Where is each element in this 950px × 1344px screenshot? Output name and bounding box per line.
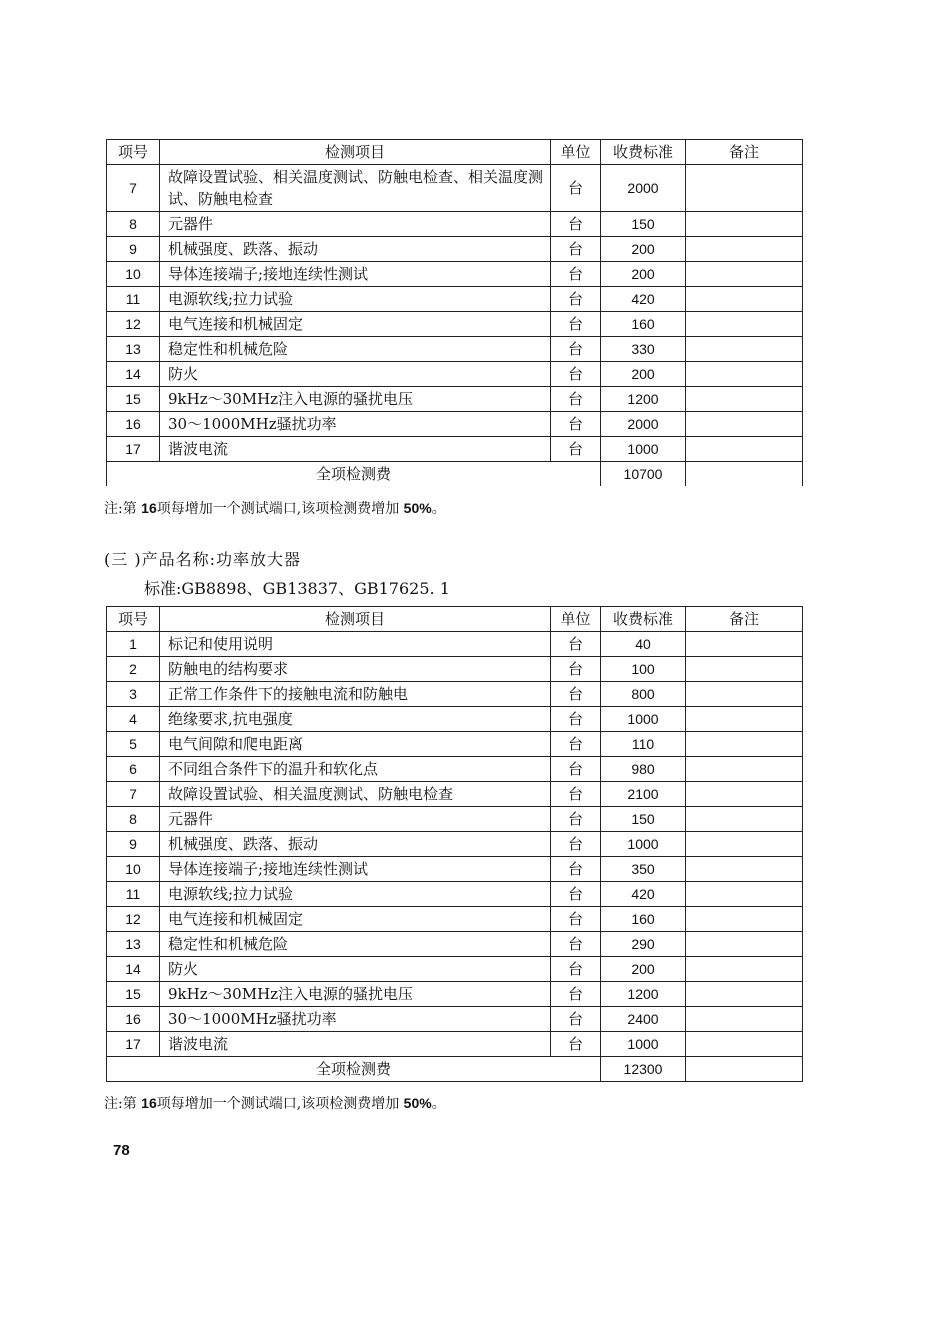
table-row xyxy=(107,287,803,312)
total-note xyxy=(686,462,803,487)
row-item: 不同组合条件下的温升和软化点 xyxy=(160,757,551,782)
header-no: 项号 xyxy=(107,607,160,632)
row-no: 15 xyxy=(107,387,160,412)
header-unit: 单位 xyxy=(551,140,601,165)
row-note xyxy=(686,932,803,957)
row-note xyxy=(686,657,803,682)
footnote-prefix: 注:第 xyxy=(104,501,142,517)
footnote-percent: 50% xyxy=(403,500,432,516)
row-no: 17 xyxy=(107,437,160,462)
row-item: 标记和使用说明 xyxy=(160,632,551,657)
row-no: 12 xyxy=(107,907,160,932)
footnote-number: 16 xyxy=(141,1095,157,1111)
row-unit: 台 xyxy=(551,882,601,907)
row-note xyxy=(686,1007,803,1032)
row-item: 9kHz～30MHz注入电源的骚扰电压 xyxy=(160,387,551,412)
table-row xyxy=(107,982,803,1007)
row-fee: 200 xyxy=(601,957,686,982)
row-item: 9kHz～30MHz注入电源的骚扰电压 xyxy=(160,982,551,1007)
row-no: 6 xyxy=(107,757,160,782)
row-fee: 2000 xyxy=(601,165,686,212)
row-note xyxy=(686,757,803,782)
table-row xyxy=(107,757,803,782)
table-row xyxy=(107,262,803,287)
row-no: 13 xyxy=(107,932,160,957)
row-fee: 150 xyxy=(601,807,686,832)
row-note xyxy=(686,732,803,757)
section-heading: (三 )产品名称:功率放大器 xyxy=(104,550,301,569)
row-fee: 330 xyxy=(601,337,686,362)
header-item: 检测项目 xyxy=(160,607,551,632)
table-header-row xyxy=(107,140,803,165)
header-note: 备注 xyxy=(686,607,803,632)
row-unit: 台 xyxy=(551,657,601,682)
row-fee: 1000 xyxy=(601,707,686,732)
row-note xyxy=(686,437,803,462)
row-no: 3 xyxy=(107,682,160,707)
row-fee: 800 xyxy=(601,682,686,707)
footnote-suffix: 。 xyxy=(431,501,446,517)
row-fee: 150 xyxy=(601,212,686,237)
table-row xyxy=(107,832,803,857)
row-note xyxy=(686,957,803,982)
row-item: 稳定性和机械危险 xyxy=(160,932,551,957)
row-no: 14 xyxy=(107,362,160,387)
row-fee: 350 xyxy=(601,857,686,882)
row-note xyxy=(686,982,803,1007)
total-label: 全项检测费 xyxy=(107,462,601,487)
header-fee: 收费标准 xyxy=(601,140,686,165)
footnote-text: 项每增加一个测试端口,该项检测费增加 xyxy=(156,501,404,517)
row-no: 8 xyxy=(107,212,160,237)
row-note xyxy=(686,262,803,287)
row-item: 电气连接和机械固定 xyxy=(160,907,551,932)
total-row xyxy=(107,462,803,487)
row-item: 元器件 xyxy=(160,212,551,237)
row-no: 15 xyxy=(107,982,160,1007)
row-fee: 1000 xyxy=(601,437,686,462)
row-fee: 160 xyxy=(601,312,686,337)
row-no: 2 xyxy=(107,657,160,682)
row-item: 故障设置试验、相关温度测试、防触电检查 xyxy=(160,782,551,807)
row-item: 防火 xyxy=(160,957,551,982)
row-item: 防火 xyxy=(160,362,551,387)
row-unit: 台 xyxy=(551,165,601,212)
row-fee: 200 xyxy=(601,237,686,262)
row-unit: 台 xyxy=(551,782,601,807)
row-item: 谐波电流 xyxy=(160,1032,551,1057)
row-fee: 160 xyxy=(601,907,686,932)
row-item: 正常工作条件下的接触电流和防触电 xyxy=(160,682,551,707)
table-row xyxy=(107,682,803,707)
fee-table-2 xyxy=(106,606,803,1082)
row-fee: 200 xyxy=(601,362,686,387)
table-row xyxy=(107,732,803,757)
row-unit: 台 xyxy=(551,362,601,387)
row-no: 17 xyxy=(107,1032,160,1057)
footnote-percent: 50% xyxy=(403,1095,432,1111)
row-no: 16 xyxy=(107,1007,160,1032)
row-no: 7 xyxy=(107,165,160,212)
table-row xyxy=(107,387,803,412)
row-no: 8 xyxy=(107,807,160,832)
row-item: 稳定性和机械危险 xyxy=(160,337,551,362)
row-item: 30～1000MHz骚扰功率 xyxy=(160,412,551,437)
row-unit: 台 xyxy=(551,212,601,237)
row-unit: 台 xyxy=(551,412,601,437)
row-fee: 2100 xyxy=(601,782,686,807)
row-fee: 1200 xyxy=(601,387,686,412)
row-unit: 台 xyxy=(551,807,601,832)
row-note xyxy=(686,387,803,412)
table-row xyxy=(107,807,803,832)
total-note xyxy=(686,1057,803,1082)
row-unit: 台 xyxy=(551,632,601,657)
row-unit: 台 xyxy=(551,682,601,707)
row-unit: 台 xyxy=(551,437,601,462)
row-note xyxy=(686,287,803,312)
table-row xyxy=(107,312,803,337)
row-note xyxy=(686,707,803,732)
header-no: 项号 xyxy=(107,140,160,165)
total-label: 全项检测费 xyxy=(107,1057,601,1082)
row-item: 电源软线;拉力试验 xyxy=(160,882,551,907)
footnote xyxy=(104,1093,446,1113)
fee-table-1 xyxy=(106,139,803,486)
row-unit: 台 xyxy=(551,312,601,337)
row-note xyxy=(686,212,803,237)
row-unit: 台 xyxy=(551,982,601,1007)
row-unit: 台 xyxy=(551,337,601,362)
row-unit: 台 xyxy=(551,907,601,932)
row-item: 电气连接和机械固定 xyxy=(160,312,551,337)
row-no: 11 xyxy=(107,287,160,312)
row-fee: 40 xyxy=(601,632,686,657)
row-fee: 1000 xyxy=(601,832,686,857)
row-no: 5 xyxy=(107,732,160,757)
row-no: 4 xyxy=(107,707,160,732)
row-unit: 台 xyxy=(551,957,601,982)
row-note xyxy=(686,682,803,707)
row-note xyxy=(686,312,803,337)
table-row xyxy=(107,165,803,212)
row-item: 电气间隙和爬电距离 xyxy=(160,732,551,757)
row-item: 防触电的结构要求 xyxy=(160,657,551,682)
footnote-text: 项每增加一个测试端口,该项检测费增加 xyxy=(156,1096,404,1112)
table-row xyxy=(107,632,803,657)
row-note xyxy=(686,412,803,437)
table-row xyxy=(107,707,803,732)
row-no: 14 xyxy=(107,957,160,982)
page-number: 78 xyxy=(113,1142,130,1159)
row-fee: 110 xyxy=(601,732,686,757)
total-fee: 10700 xyxy=(601,462,686,487)
row-unit: 台 xyxy=(551,237,601,262)
row-item: 谐波电流 xyxy=(160,437,551,462)
row-fee: 1200 xyxy=(601,982,686,1007)
row-fee: 420 xyxy=(601,882,686,907)
row-note xyxy=(686,882,803,907)
footnote-number: 16 xyxy=(141,500,157,516)
row-note xyxy=(686,165,803,212)
total-row xyxy=(107,1057,803,1082)
table-header-row xyxy=(107,607,803,632)
footnote-suffix: 。 xyxy=(431,1096,446,1112)
row-no: 16 xyxy=(107,412,160,437)
row-no: 7 xyxy=(107,782,160,807)
row-fee: 420 xyxy=(601,287,686,312)
row-unit: 台 xyxy=(551,262,601,287)
table-row xyxy=(107,957,803,982)
row-fee: 980 xyxy=(601,757,686,782)
row-note xyxy=(686,632,803,657)
row-no: 10 xyxy=(107,857,160,882)
table-row xyxy=(107,1007,803,1032)
row-fee: 200 xyxy=(601,262,686,287)
row-no: 9 xyxy=(107,832,160,857)
row-fee: 2000 xyxy=(601,412,686,437)
row-note xyxy=(686,857,803,882)
table-row xyxy=(107,337,803,362)
row-note xyxy=(686,362,803,387)
table-row xyxy=(107,907,803,932)
row-no: 9 xyxy=(107,237,160,262)
row-note xyxy=(686,237,803,262)
footnote xyxy=(104,498,446,518)
row-unit: 台 xyxy=(551,1032,601,1057)
row-unit: 台 xyxy=(551,707,601,732)
row-no: 1 xyxy=(107,632,160,657)
table-row xyxy=(107,437,803,462)
row-unit: 台 xyxy=(551,857,601,882)
header-fee: 收费标准 xyxy=(601,607,686,632)
table-row xyxy=(107,1032,803,1057)
row-item: 电源软线;拉力试验 xyxy=(160,287,551,312)
row-item: 机械强度、跌落、振动 xyxy=(160,237,551,262)
row-unit: 台 xyxy=(551,1007,601,1032)
row-item: 30～1000MHz骚扰功率 xyxy=(160,1007,551,1032)
header-unit: 单位 xyxy=(551,607,601,632)
standard-line: 标准:GB8898、GB13837、GB17625. 1 xyxy=(144,579,450,598)
row-no: 11 xyxy=(107,882,160,907)
table-row xyxy=(107,412,803,437)
table-row xyxy=(107,362,803,387)
row-item: 故障设置试验、相关温度测试、防触电检查、相关温度测试、防触电检查 xyxy=(160,165,551,212)
row-fee: 1000 xyxy=(601,1032,686,1057)
row-unit: 台 xyxy=(551,287,601,312)
row-no: 13 xyxy=(107,337,160,362)
row-unit: 台 xyxy=(551,387,601,412)
table-row xyxy=(107,932,803,957)
row-item: 机械强度、跌落、振动 xyxy=(160,832,551,857)
row-no: 10 xyxy=(107,262,160,287)
row-fee: 2400 xyxy=(601,1007,686,1032)
row-fee: 290 xyxy=(601,932,686,957)
row-note xyxy=(686,907,803,932)
row-unit: 台 xyxy=(551,757,601,782)
row-note xyxy=(686,782,803,807)
total-fee: 12300 xyxy=(601,1057,686,1082)
row-note xyxy=(686,807,803,832)
row-no: 12 xyxy=(107,312,160,337)
row-item: 绝缘要求,抗电强度 xyxy=(160,707,551,732)
header-item: 检测项目 xyxy=(160,140,551,165)
table-row xyxy=(107,857,803,882)
table-row xyxy=(107,212,803,237)
row-unit: 台 xyxy=(551,932,601,957)
row-item: 导体连接端子;接地连续性测试 xyxy=(160,262,551,287)
row-unit: 台 xyxy=(551,832,601,857)
table-row xyxy=(107,882,803,907)
row-item: 元器件 xyxy=(160,807,551,832)
row-note xyxy=(686,337,803,362)
footnote-prefix: 注:第 xyxy=(104,1096,142,1112)
row-note xyxy=(686,1032,803,1057)
table-row xyxy=(107,657,803,682)
row-unit: 台 xyxy=(551,732,601,757)
table-row xyxy=(107,237,803,262)
table-row xyxy=(107,782,803,807)
row-item: 导体连接端子;接地连续性测试 xyxy=(160,857,551,882)
header-note: 备注 xyxy=(686,140,803,165)
row-note xyxy=(686,832,803,857)
row-fee: 100 xyxy=(601,657,686,682)
